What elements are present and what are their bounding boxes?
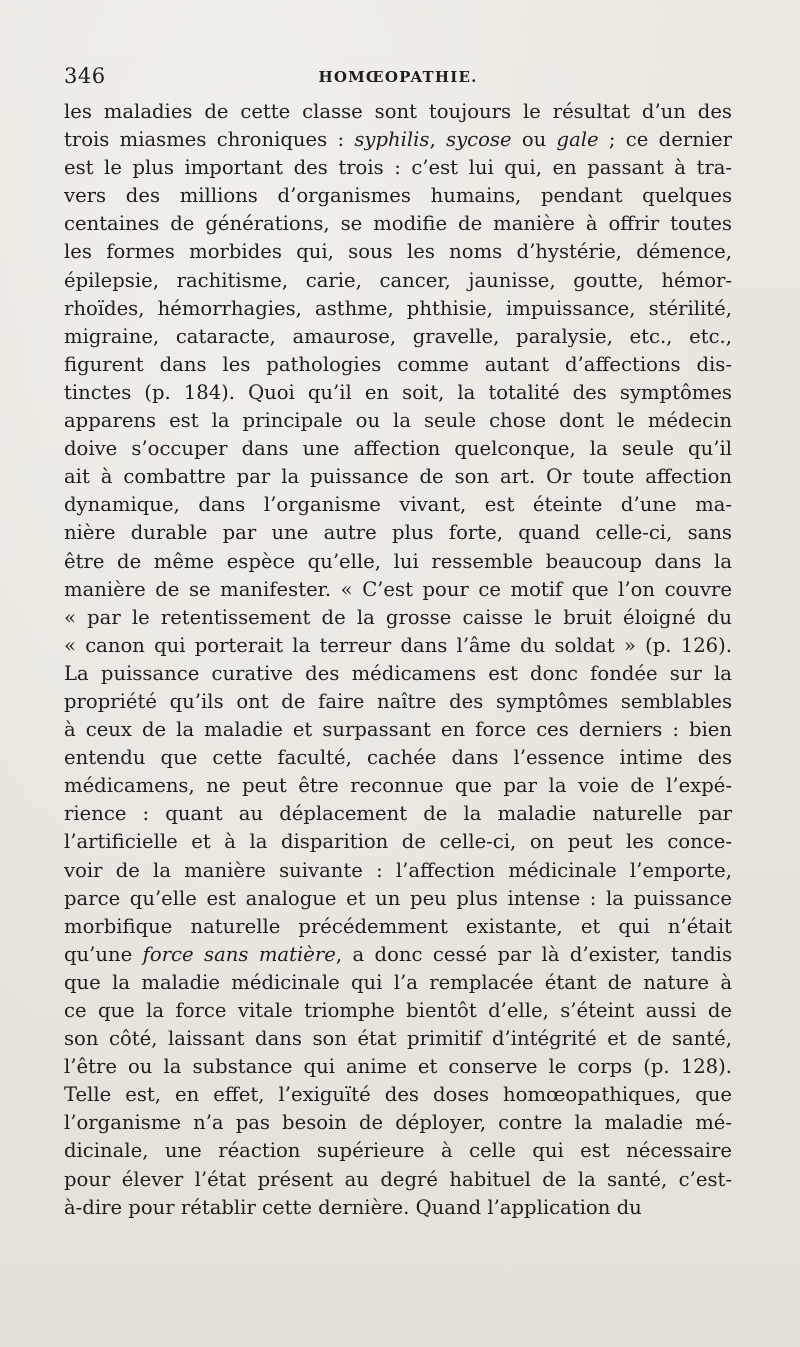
page-header — [64, 62, 732, 92]
text-line — [64, 379, 732, 407]
text-segment: médicamens, ne peut être reconnue que par la voie de l’expé- — [64, 774, 732, 798]
text-segment: qu’une — [64, 942, 143, 966]
text-line — [64, 98, 732, 126]
text-segment: que la maladie médicinale qui l’a remplacée étant de nature à — [64, 970, 732, 994]
text-segment: nière durable par une autre plus forte, quand celle-ci, sans — [64, 521, 732, 545]
text-line — [64, 1053, 732, 1081]
text-segment: vers des millions d’organismes humains, pendant quelques — [64, 184, 732, 208]
text-line — [64, 407, 732, 435]
text-segment: ; ce dernier — [598, 128, 732, 152]
text-segment: figurent dans les pathologies comme autant d’affections dis- — [64, 352, 732, 376]
text-segment: La puissance curative des médicamens est donc fondée sur la — [64, 661, 732, 685]
text-segment: rhoïdes, hémorrhagies, asthme, phthisie, impuissance, stérilité, — [64, 296, 732, 320]
text-line — [64, 1025, 732, 1053]
text-line — [64, 323, 732, 351]
text-segment: , — [429, 128, 447, 152]
text-line — [64, 182, 732, 210]
text-line — [64, 688, 732, 716]
text-line — [64, 267, 732, 295]
text-line — [64, 1109, 732, 1137]
text-segment: doive s’occuper dans une affection quelconque, la seule qu’il — [64, 437, 732, 461]
text-segment: dicinale, une réaction supérieure à celle qui est nécessaire — [64, 1139, 732, 1163]
text-segment: ait à combattre par la puissance de son art. Or toute affection — [64, 465, 732, 489]
text-segment: morbifique naturelle précédemment existante, et qui n’était — [64, 914, 732, 938]
text-segment: « canon qui porterait la terreur dans l’âme du soldat » (p. 126). — [64, 633, 732, 657]
text-segment: les formes morbides qui, sous les noms d’hystérie, démence, — [64, 240, 732, 264]
text-segment: migraine, cataracte, amaurose, gravelle, paralysie, etc., etc., — [64, 324, 732, 348]
text-line — [64, 351, 732, 379]
italic-text: gale — [556, 128, 599, 152]
text-segment: apparens est la principale ou la seule chose dont le médecin — [64, 409, 732, 433]
text-line — [64, 660, 732, 688]
text-line — [64, 997, 732, 1025]
text-line — [64, 828, 732, 856]
body-text — [64, 98, 732, 1222]
running-head: HOMŒOPATHIE. — [318, 68, 478, 86]
text-line — [64, 491, 732, 519]
text-segment: l’organisme n’a pas besoin de déployer, contre la maladie mé- — [64, 1111, 732, 1135]
text-segment: manière de se manifester. « C’est pour ce motif que l’on couvre — [64, 577, 732, 601]
text-line — [64, 126, 732, 154]
text-segment: son côté, laissant dans son état primitif d’intégrité et de santé, — [64, 1027, 732, 1051]
text-line — [64, 604, 732, 632]
text-segment: dynamique, dans l’organisme vivant, est éteinte d’une ma- — [64, 493, 732, 517]
text-line — [64, 632, 732, 660]
text-line — [64, 1194, 732, 1222]
text-line — [64, 519, 732, 547]
text-line — [64, 210, 732, 238]
text-line — [64, 800, 732, 828]
text-line — [64, 772, 732, 800]
text-line — [64, 969, 732, 997]
text-segment: ce que la force vitale triomphe bientôt d’elle, s’éteint aussi de — [64, 999, 732, 1022]
text-line — [64, 1166, 732, 1194]
text-segment: tinctes (p. 184). Quoi qu’il en soit, la totalité des symptômes — [64, 380, 732, 404]
text-line — [64, 154, 732, 182]
text-line — [64, 716, 732, 744]
text-line — [64, 576, 732, 604]
text-segment: rience : quant au déplacement de la maladie naturelle par — [64, 802, 732, 826]
text-line — [64, 435, 732, 463]
text-segment: propriété qu’ils ont de faire naître des symptômes semblables — [64, 689, 732, 713]
italic-text: syphilis — [354, 128, 430, 152]
italic-text: force sans matière — [142, 942, 336, 966]
text-segment: est le plus important des trois : c’est lui qui, en passant à tra- — [64, 156, 732, 180]
page-number: 346 — [64, 64, 106, 88]
text-segment: centaines de générations, se modifie de manière à offrir toutes — [64, 212, 732, 236]
text-segment: , a donc cessé par là d’exister, tandis — [335, 942, 732, 966]
text-segment: pour élever l’état présent au degré habituel de la santé, c’est- — [64, 1167, 732, 1191]
text-segment: ou — [511, 128, 557, 152]
text-line — [64, 238, 732, 266]
text-segment: entendu que cette faculté, cachée dans l’essence intime des — [64, 746, 732, 770]
text-line — [64, 744, 732, 772]
text-line — [64, 295, 732, 323]
italic-text: sycose — [446, 128, 512, 152]
text-line — [64, 857, 732, 885]
text-line — [64, 548, 732, 576]
text-segment: Telle est, en effet, l’exiguïté des doses homœopathiques, que — [64, 1083, 732, 1107]
text-segment: parce qu’elle est analogue et un peu plus intense : la puissance — [64, 886, 732, 910]
text-segment: être de même espèce qu’elle, lui ressemble beaucoup dans la — [64, 549, 732, 573]
text-segment: à ceux de la maladie et surpassant en force ces derniers : bien — [64, 718, 732, 742]
text-line — [64, 885, 732, 913]
text-segment: l’artificielle et à la disparition de celle-ci, on peut les conce- — [64, 830, 732, 854]
text-segment: « par le retentissement de la grosse caisse le bruit éloigné du — [64, 605, 732, 629]
text-segment: l’être ou la substance qui anime et conserve le corps (p. 128). — [64, 1055, 732, 1079]
text-segment: voir de la manière suivante : l’affection médicinale l’emporte, — [64, 858, 732, 882]
text-segment: les maladies de cette classe sont toujours le résultat d’un des — [64, 100, 732, 123]
text-segment: trois miasmes chroniques : — [64, 128, 355, 152]
text-segment: épilepsie, rachitisme, carie, cancer, jaunisse, goutte, hémor- — [64, 268, 732, 292]
text-line — [64, 913, 732, 941]
text-line — [64, 941, 732, 969]
text-line — [64, 1137, 732, 1165]
text-line — [64, 463, 732, 491]
text-line — [64, 1081, 732, 1109]
text-segment: à-dire pour rétablir cette dernière. Quand l’application du — [64, 1195, 642, 1219]
